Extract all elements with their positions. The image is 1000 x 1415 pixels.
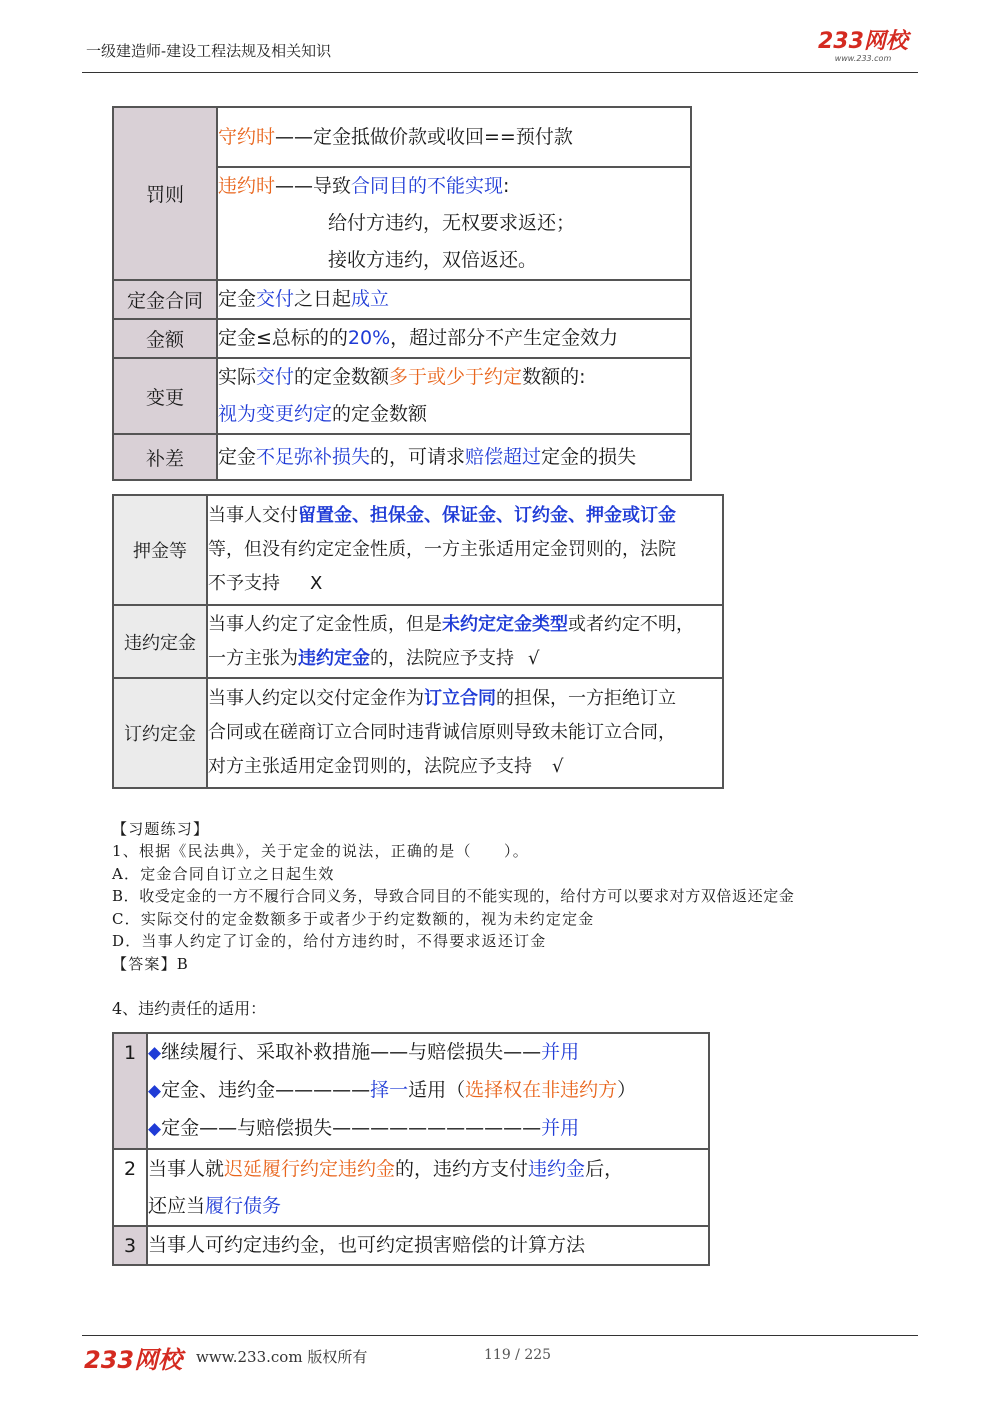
penalty-compliance-cell: 守约时——定金抵做价款或收回==预付款 (217, 107, 691, 167)
header-logo (818, 30, 908, 64)
row-number-1: 1 (113, 1033, 147, 1149)
page-number: 119 / 225 (484, 1347, 552, 1363)
row-number-2: 2 (113, 1149, 147, 1226)
row-label-change: 变更 (113, 358, 217, 434)
section-title: 4、违约责任的适用： (112, 999, 267, 1018)
header-rule (82, 72, 918, 73)
header-logo-url: www.233.com (834, 54, 892, 63)
footer-rule (82, 1335, 918, 1336)
penalty-breach-cell: 违约时——导致合同目的不能实现: 给付方违约，无权要求返还； 接收方违约，双倍返还。 (217, 167, 691, 280)
exercise-heading: 【习题练习】 (112, 820, 210, 838)
supplement-cell: 定金不足弥补损失的，可请求赔偿超过定金的损失 (217, 434, 691, 480)
row-label-amount: 金额 (113, 319, 217, 358)
change-cell: 实际交付的定金数额多于或少于约定数额的: 视为变更约定的定金数额 (217, 358, 691, 434)
row-label-booking-deposit: 订约定金 (113, 678, 207, 788)
exercise-option-b: B．收受定金的一方不履行合同义务，导致合同目的不能实现的，给付方可以要求对方双倍返还定金 (112, 887, 795, 905)
row-number-3: 3 (113, 1226, 147, 1265)
row-label-pledge: 押金等 (113, 495, 207, 605)
pledge-cell: 当事人交付留置金、担保金、保证金、订约金、押金或订金 等，但没有约定定金性质，一方主张适用定金罚则的，法院 不予支持 X (207, 495, 723, 605)
liability-calc-cell: 当事人可约定违约金，也可约定损害赔偿的计算方法 (147, 1226, 709, 1265)
exercise-option-a: A．定金合同自订立之日起生效 (112, 865, 335, 883)
row-label-contract: 定金合同 (113, 280, 217, 319)
liability-delay-cell: 当事人就迟延履行约定违约金的，违约方支付违约金后， 还应当履行债务 (147, 1149, 709, 1226)
exercise-answer: 【答案】B (112, 955, 190, 973)
amount-cell: 定金≤总标的的20%，超过部分不产生定金效力 (217, 319, 691, 358)
liability-table (112, 1032, 710, 1266)
header-title: 一级建造师-建设工程法规及相关知识 (86, 42, 332, 60)
header-logo-text: 233网校 (818, 29, 908, 54)
row-label-penalty: 罚则 (113, 107, 217, 280)
exercise-option-c: C．实际交付的定金数额多于或者少于约定数额的，视为未约定定金 (112, 910, 595, 928)
footer-site: www.233.com 版权所有 (196, 1348, 368, 1366)
exercise-option-d: D．当事人约定了订金的，给付方违约时，不得要求返还订金 (112, 932, 547, 950)
booking-deposit-cell: 当事人约定以交付定金作为订立合同的担保，一方拒绝订立 合同或在磋商订立合同时违背诚信原则导致未能订立合同， 对方主张适用定金罚则的，法院应予支持 √ (207, 678, 723, 788)
footer-logo: 233网校 (84, 1346, 183, 1374)
deposit-types-table (112, 494, 724, 789)
contract-cell: 定金交付之日起成立 (217, 280, 691, 319)
deposit-rules-table (112, 106, 692, 481)
liability-combination-cell: ◆继续履行、采取补救措施——与赔偿损失——并用 ◆定金、违约金—————择一适用（选择权在非违约方） ◆定金——与赔偿损失———————————并用 (147, 1033, 709, 1149)
row-label-breach-deposit: 违约定金 (113, 605, 207, 678)
breach-deposit-cell: 当事人约定了定金性质，但是未约定定金类型或者约定不明， 一方主张为违约定金的，法院应予支持 √ (207, 605, 723, 678)
row-label-supplement: 补差 (113, 434, 217, 480)
exercise-question: 1、根据《民法典》，关于定金的说法，正确的是（ ）。 (112, 842, 529, 860)
